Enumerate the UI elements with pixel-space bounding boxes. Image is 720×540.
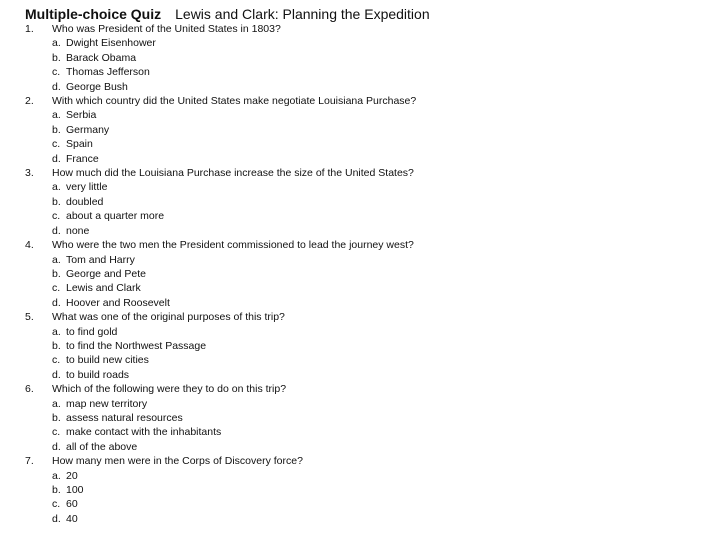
question-list — [0, 22, 720, 526]
option-letter: a. — [52, 37, 61, 50]
option-letter: a. — [52, 469, 61, 482]
option-letter: b. — [52, 411, 61, 424]
answer-option — [52, 152, 720, 166]
answer-option — [52, 440, 720, 454]
question-4 — [0, 238, 720, 310]
option-text: George and Pete — [66, 267, 146, 280]
answer-option — [52, 397, 720, 411]
question-text: Who were the two men the President commissioned to lead the journey west? — [52, 239, 414, 252]
option-text: Hoover and Roosevelt — [66, 296, 170, 309]
option-letter: d. — [52, 296, 61, 309]
option-letter: d. — [52, 224, 61, 237]
option-text: 20 — [66, 469, 78, 482]
option-letter: b. — [52, 195, 61, 208]
option-text: doubled — [66, 195, 104, 208]
option-text: very little — [66, 181, 108, 194]
question-text: How many men were in the Corps of Discovery force? — [52, 455, 303, 468]
question-5 — [0, 310, 720, 382]
option-text: Dwight Eisenhower — [66, 37, 156, 50]
question-text: How much did the Louisiana Purchase increase the size of the United States? — [52, 167, 414, 180]
question-number: 3. — [25, 167, 34, 180]
option-text: none — [66, 224, 90, 237]
answer-option — [52, 425, 720, 439]
option-letter: d. — [52, 152, 61, 165]
question-number: 7. — [25, 455, 34, 468]
option-text: Germany — [66, 123, 110, 136]
question-2 — [0, 94, 720, 166]
answer-option — [52, 483, 720, 497]
option-letter: c. — [52, 498, 61, 511]
question-1 — [0, 22, 720, 94]
answer-option — [52, 123, 720, 137]
answer-options — [0, 108, 720, 166]
answer-option — [52, 325, 720, 339]
answer-option — [52, 469, 720, 483]
option-text: map new territory — [66, 397, 148, 410]
option-text: 100 — [66, 484, 84, 496]
answer-option — [52, 411, 720, 425]
option-text: Serbia — [66, 109, 97, 122]
question-3 — [0, 166, 720, 238]
option-text: Tom and Harry — [66, 253, 135, 266]
question-text: Which of the following were they to do on this trip? — [52, 383, 287, 396]
answer-option — [52, 209, 720, 223]
option-letter: c. — [52, 282, 61, 295]
option-text: to build roads — [66, 368, 130, 381]
question-number: 1. — [25, 23, 34, 35]
option-letter: a. — [52, 397, 61, 410]
option-letter: a. — [52, 253, 61, 266]
option-text: 60 — [66, 498, 78, 511]
answer-options — [0, 325, 720, 383]
answer-option — [52, 368, 720, 382]
answer-option — [52, 281, 720, 295]
answer-option — [52, 296, 720, 310]
quiz-topic-label: Lewis and Clark: Planning the Expedition — [175, 6, 430, 22]
option-text: Thomas Jefferson — [66, 66, 150, 79]
option-text: Spain — [66, 138, 93, 151]
question-number: 5. — [25, 311, 34, 324]
option-text: Barack Obama — [66, 51, 137, 64]
option-text: to find gold — [66, 325, 118, 338]
option-letter: b. — [52, 51, 61, 64]
option-letter: c. — [52, 354, 61, 367]
question-6 — [0, 382, 720, 454]
question-number: 6. — [25, 383, 34, 396]
question-text: With which country did the United States make negotiate Louisiana Purchase? — [52, 95, 417, 108]
quiz-type-label: Multiple-choice Quiz — [25, 6, 162, 22]
option-text: Lewis and Clark — [66, 282, 141, 295]
option-text: assess natural resources — [66, 411, 183, 424]
option-letter: b. — [52, 267, 61, 280]
answer-option — [52, 224, 720, 238]
answer-option — [52, 65, 720, 79]
option-letter: d. — [52, 512, 61, 525]
option-letter: c. — [52, 66, 61, 79]
answer-option — [52, 195, 720, 209]
answer-option — [52, 137, 720, 151]
option-text: to find the Northwest Passage — [66, 339, 207, 352]
answer-options — [0, 36, 720, 94]
answer-option — [52, 80, 720, 94]
answer-option — [52, 267, 720, 281]
answer-option — [52, 180, 720, 194]
question-text: What was one of the original purposes of this trip? — [52, 311, 285, 324]
option-letter: b. — [52, 123, 61, 136]
question-text: Who was President of the United States in 1803? — [52, 23, 281, 35]
option-letter: a. — [52, 325, 61, 338]
page-title — [25, 5, 430, 23]
answer-option — [52, 108, 720, 122]
answer-options — [0, 397, 720, 455]
option-text: about a quarter more — [66, 210, 165, 223]
option-letter: c. — [52, 210, 61, 223]
answer-options — [0, 180, 720, 238]
option-letter: a. — [52, 181, 61, 194]
answer-option — [52, 253, 720, 267]
question-number: 4. — [25, 239, 34, 252]
question-7 — [0, 454, 720, 526]
option-letter: c. — [52, 426, 61, 439]
option-letter: c. — [52, 138, 61, 151]
option-letter: b. — [52, 484, 61, 496]
option-letter: b. — [52, 339, 61, 352]
answer-option — [52, 339, 720, 353]
answer-option — [52, 512, 720, 526]
option-text: make contact with the inhabitants — [66, 426, 222, 439]
option-letter: d. — [52, 80, 61, 93]
option-text: George Bush — [66, 80, 128, 93]
option-text: 40 — [66, 512, 78, 525]
option-letter: d. — [52, 440, 61, 453]
answer-options — [0, 253, 720, 311]
option-text: France — [66, 152, 99, 165]
option-text: to build new cities — [66, 354, 149, 367]
answer-option — [52, 497, 720, 511]
answer-option — [52, 51, 720, 65]
option-text: all of the above — [66, 440, 138, 453]
question-number: 2. — [25, 95, 34, 108]
answer-option — [52, 36, 720, 50]
answer-options — [0, 469, 720, 527]
option-letter: d. — [52, 368, 61, 381]
option-letter: a. — [52, 109, 61, 122]
answer-option — [52, 353, 720, 367]
